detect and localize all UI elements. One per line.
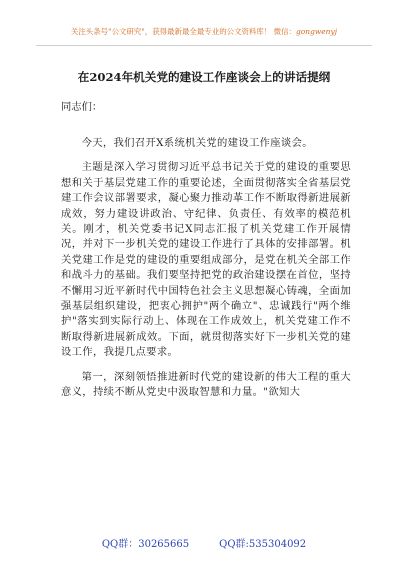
header-divider xyxy=(36,45,372,46)
footer-contact xyxy=(0,535,408,550)
paragraph-1: 今天，我们召开X系统机关党的建设工作座谈会。 xyxy=(81,137,313,149)
qq-group-1: QQ群：30265665 xyxy=(101,539,190,550)
qq-group-2: QQ群:535304092 xyxy=(219,539,307,550)
document-body xyxy=(61,136,351,410)
paragraph-2: 主题是深入学习贯彻习近平总书记关于党的建设的重要思想和关于基层党建工作的重要论述，全面贯彻落实全省基层党建工作会议部署要求，凝心聚力推动革工作不断取得新进展新成效，努力建设讲政治、守纪律、负责任、有效率的模范机关。刚才，机关党委书记X同志汇报了机关党建工作开展情况，并对下一步机关党的建设工作进行了具体的安排部署。机关党建工作是党的建设的重要组成部分，是党在机关全部工作和战斗力的基础。我们要坚持把党的政治建设摆在首位，坚持不懈用习近平新时代中国特色社会主义思想凝心铸魂，全面加强基层组织建设，把衷心拥护"两个确立"、忠诚践行"两个维护"落实到实际行动上、体现在工作成效上，机关党建工作不断取得新进展新成效。下面，就贯彻落实好下一步机关党的建设工作，我提几点要求。 xyxy=(61,161,351,359)
salutation: 同志们： xyxy=(61,101,103,113)
header-promo xyxy=(0,26,408,37)
document-title: 在2024年机关党的建设工作座谈会上的讲话提纲 xyxy=(77,70,331,84)
paragraph-3: 第一，深刻领悟推进新时代党的建设新的伟大工程的重大意义，持续不断从党史中汲取智慧和力量。"欲知大 xyxy=(61,370,351,399)
header-promo-wechat: gongwenyj xyxy=(296,27,338,36)
header-promo-text: 关注头条号"公文研究"，获得最新最全最专业的公文资料库！ 微信： xyxy=(70,27,297,36)
